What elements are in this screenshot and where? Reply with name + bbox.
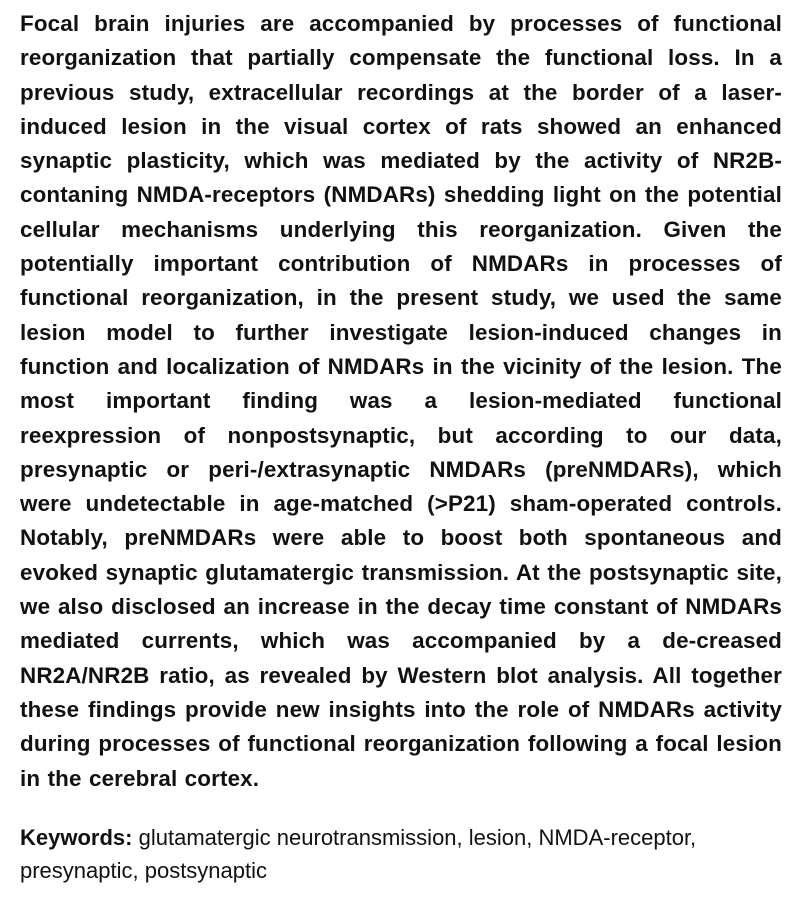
paper-abstract-page <box>20 7 782 883</box>
keywords-label: Keywords: <box>20 825 133 850</box>
keywords-line <box>20 821 782 887</box>
abstract-paragraph: Focal brain injuries are accompanied by processes of functional reorganization that partially compensate the functional loss. In a previous study, extracellular recordings at the border of a laser-induced lesion in the visual cortex of rats showed an enhanced synaptic plasticity, which was mediated by the activity of NR2B-contaning NMDA-receptors (NMDARs) shedding light on the potential cellular mechanisms underlying this reorganization. Given the potentially important contribution of NMDARs in processes of functional reorganization, in the present study, we used the same lesion model to further investigate lesion-induced changes in function and localization of NMDARs in the vicinity of the lesion. The most important finding was a lesion-mediated functional reexpression of nonpostsynaptic, but according to our data, presynaptic or peri-/extrasynaptic NMDARs (preNMDARs), which were undetectable in age-matched (>P21) sham-operated controls. Notably, preNMDARs were able to boost both spontaneous and evoked synaptic glutamatergic transmission. At the postsynaptic site, we also disclosed an increase in the decay time constant of NMDARs mediated currents, which was accompanied by a de-creased NR2A/NR2B ratio, as revealed by Western blot analysis. All together these findings provide new insights into the role of NMDARs activity during processes of functional reorganization following a focal lesion in the cerebral cortex. <box>20 11 782 791</box>
keywords-list: glutamatergic neurotransmission, lesion, NMDA-receptor, presynaptic, postsynaptic <box>20 825 697 883</box>
